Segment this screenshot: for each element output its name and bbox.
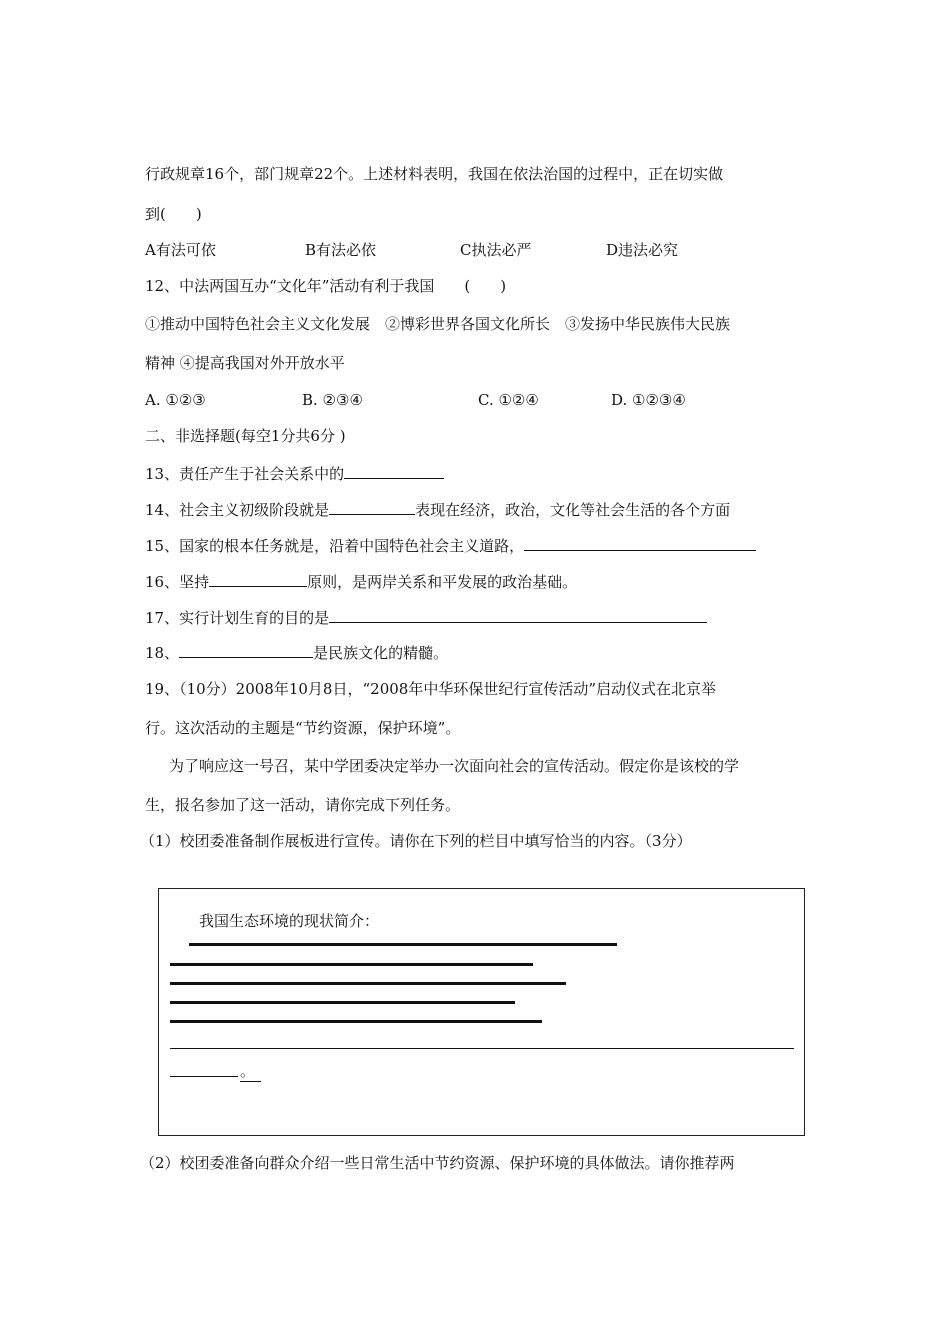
q17-answer-blank[interactable]: [329, 606, 707, 623]
q17: [145, 606, 707, 628]
q12-statements-line1: ①推动中国特色社会主义文化发展 ②博彩世界各国文化所长 ③发扬中华民族伟大民族: [145, 315, 731, 333]
q11-option-c: C执法必严: [460, 241, 532, 259]
q12-option-b: B. ②③④: [302, 391, 363, 409]
display-board-box: [158, 888, 805, 1136]
q14: [145, 498, 730, 520]
q16-answer-blank[interactable]: [209, 570, 307, 587]
q11-line1: 行政规章16个，部门规章22个。上述材料表明，我国在依法治国的过程中，正在切实做: [145, 165, 724, 183]
q14-text-after: 表现在经济，政治，文化等社会生活的各个方面: [415, 501, 731, 519]
q18-text-before: 18、: [145, 644, 180, 662]
q14-text-before: 14、社会主义初级阶段就是: [145, 501, 330, 519]
q11-option-d: D违法必究: [606, 241, 679, 259]
q12-option-a: A. ①②③: [145, 391, 206, 409]
q18-text-after: 是民族文化的精髓。: [313, 644, 449, 662]
q19-subquestion-2: （2）校团委准备向群众介绍一些日常生活中节约资源、保护环境的具体做法。请你推荐两: [140, 1154, 735, 1172]
q16: [145, 570, 577, 592]
answer-line-5[interactable]: [170, 1020, 542, 1023]
answer-line-2[interactable]: [170, 963, 533, 966]
q14-answer-blank[interactable]: [329, 498, 415, 515]
answer-line-7[interactable]: [170, 1076, 238, 1077]
q19-line1: 19、（10分）2008年10月8日，“2008年中华环保世纪行宣传活动”启动仪式在北京举: [145, 680, 716, 698]
q19-line2: 行。这次活动的主题是“节约资源，保护环境”。: [145, 719, 461, 737]
q16-text-before: 16、坚持: [145, 573, 210, 591]
q11-line2: 到( ): [145, 205, 202, 223]
q17-text: 17、实行计划生育的目的是: [145, 609, 330, 627]
q12-stem: 12、中法两国互办“文化年”活动有利于我国 ( ): [145, 277, 507, 295]
q12-statements-line2: 精神 ④提高我国对外开放水平: [145, 354, 345, 372]
answer-line-3[interactable]: [170, 982, 566, 985]
answer-line-4[interactable]: [170, 1001, 515, 1004]
q12-option-d: D. ①②③④: [611, 391, 686, 409]
q13: [145, 462, 444, 484]
q11-option-a: A有法可依: [145, 241, 216, 259]
q15-text: 15、国家的根本任务就是，沿着中国特色社会主义道路，: [145, 537, 525, 555]
q15: [145, 534, 756, 556]
answer-line-6[interactable]: [170, 1048, 794, 1049]
q12-option-c: C. ①②④: [478, 391, 539, 409]
display-board-period: 。: [240, 1061, 261, 1082]
display-board-title: 我国生态环境的现状简介：: [199, 912, 380, 930]
q16-text-after: 原则，是两岸关系和平发展的政治基础。: [307, 573, 578, 591]
q13-answer-blank[interactable]: [344, 462, 444, 479]
answer-line-1[interactable]: [189, 943, 617, 946]
q19-paragraph-line1: 为了响应这一号召，某中学团委决定举办一次面向社会的宣传活动。假定你是该校的学: [169, 757, 740, 775]
section-heading: 二、非选择题(每空1分共6分 ): [145, 427, 346, 445]
q15-answer-blank[interactable]: [524, 534, 756, 551]
q18-answer-blank[interactable]: [179, 641, 313, 658]
q13-text: 13、责任产生于社会关系中的: [145, 465, 345, 483]
q19-subquestion-1: （1）校团委准备制作展板进行宣传。请你在下列的栏目中填写恰当的内容。（3分）: [140, 832, 692, 850]
q11-option-b: B有法必依: [305, 241, 377, 259]
q19-paragraph-line2: 生，报名参加了这一活动，请你完成下列任务。: [145, 796, 461, 814]
q18: [145, 641, 448, 663]
